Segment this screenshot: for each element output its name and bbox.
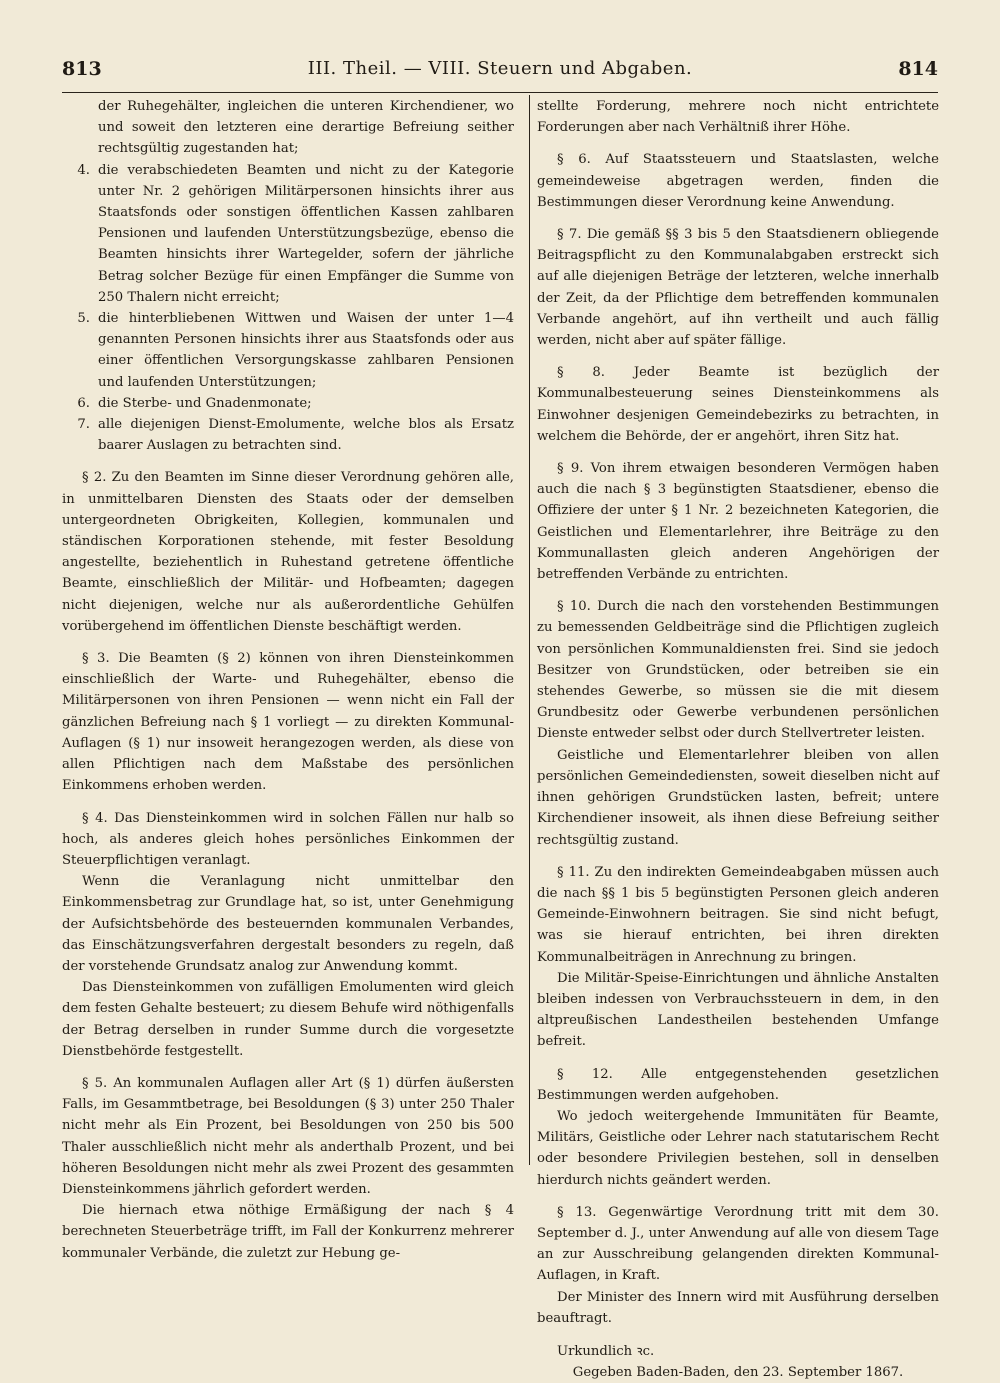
- running-title: III. Theil. — VIII. Steuern und Abgaben.: [307, 58, 693, 79]
- closing-block: [537, 1341, 939, 1383]
- section-6: § 6. Auf Staatssteuern und Staatslasten, welche gemeindeweise abgetragen werden, finden die Bestimmungen dieser Verordnung keine Anwendung.: [537, 152, 939, 210]
- list-item: [62, 414, 514, 456]
- section-13-paragraph: Der Minister des Innern wird mit Ausführung derselben beauftragt.: [537, 1289, 939, 1326]
- section-10: § 10. Durch die nach den vorstehenden Bestimmungen zu bemessenden Geldbeiträge sind die Pflichtigen zugleich von persönlichen Kommunaldiensten frei. Sind sie jedoch Besitzer von Grundstücken, oder betreiben sie ein stehendes Gewerbe, so müssen sie die mit diesem Grundbesitz oder Gewerbe verbundenen persönlichen Dienste entweder selbst oder durch Stellvertreter leisten.: [537, 599, 939, 742]
- page-number-right: 814: [898, 58, 938, 80]
- list-text: alle diejenigen Dienst-Emolumente, welche blos als Ersatz baarer Auslagen zu betrachten sind.: [98, 417, 514, 454]
- section-5-paragraph: Die hiernach etwa nöthige Ermäßigung der nach § 4 berechneten Steuerbeträge trifft, im Fall der Konkurrenz mehrerer kommunaler Verbände, die zuletzt zur Hebung ge-: [62, 1203, 514, 1261]
- section-11-paragraph: Die Militär-Speise-Einrichtungen und ähnliche Anstalten bleiben indessen von Verbrauchssteuern in dem, in den altpreußischen Landestheilen bestehenden Umfange befreit.: [537, 970, 939, 1050]
- closing-formula: Urkundlich ꝛc.: [557, 1343, 655, 1359]
- section-4-paragraph: Das Diensteinkommen von zufälligen Emolumenten wird gleich dem festen Gehalte besteuert; zu diesem Behufe wird nöthigenfalls der Betrag derselben in runder Summe durch die vorgesetzte Dienstbehörde festgestellt.: [62, 980, 514, 1059]
- header-rule: [62, 92, 938, 93]
- page-header: [62, 58, 938, 90]
- list-item: [62, 96, 514, 160]
- section-11: § 11. Zu den indirekten Gemeindeabgaben müssen auch die nach §§ 1 bis 5 begünstigten Personen gleich anderen Gemeinde-Einwohnern beitragen. Sie sind nicht befugt, was sie hierauf entrichten, bei ihren direkten Kommunalbeiträgen in Anrechnung zu bringen.: [537, 864, 939, 965]
- list-text: die verabschiedeten Beamten und nicht zu der Kategorie unter Nr. 2 gehörigen Militärpersonen hinsichts ihrer aus Staatsfonds oder sonstigen öffentlichen Kassen zahlbaren Pensionen und laufenden Unterstützungsbezüge, ebenso die Beamten hinsichts ihrer Wartegelder, sofern der jährliche Betrag solcher Bezüge für einen Empfänger die Summe von 250 Thalern nicht erreicht;: [98, 162, 514, 305]
- list-text: die Sterbe- und Gnadenmonate;: [98, 395, 312, 411]
- page-number-left: 813: [62, 58, 102, 80]
- list-item: [62, 393, 514, 414]
- section-12-paragraph: Wo jedoch weitergehende Immunitäten für Beamte, Militärs, Geistliche oder Lehrer nach statutarischem Recht oder besondere Privilegien bestehen, soll in denselben hierdurch nichts geändert werden.: [537, 1108, 939, 1188]
- column-divider: [529, 95, 530, 1165]
- left-column: [62, 96, 514, 1264]
- section-8: § 8. Jeder Beamte ist bezüglich der Kommunalbesteuerung seines Diensteinkommens als Einwohner desjenigen Gemeindebezirks zu betrachten, in welchem die Behörde, der er angehört, ihren Sitz hat.: [537, 365, 939, 444]
- section-4: § 4. Das Diensteinkommen wird in solchen Fällen nur halb so hoch, als anderes gleich hohes persönliches Einkommen der Steuerpflichtigen veranlagt.: [62, 810, 514, 868]
- list-item: [62, 160, 514, 308]
- date-line: Gegeben Baden-Baden, den 23. September 1867.: [572, 1365, 904, 1381]
- section-2: § 2. Zu den Beamten im Sinne dieser Verordnung gehören alle, in unmittelbaren Diensten des Staats oder der demselben untergeordneten Obrigkeiten, Kollegien, kommunalen und ständischen Korporationen stehende, mit fester Besoldung angestellte, beziehentlich in Ruhestand getretene öffentliche Beamte, einschließlich der Militär- und Hofbeamten; dagegen nicht diejenigen, welche nur als außerordentliche Gehülfen vorübergehend im öffentlichen Dienste beschäftigt werden.: [62, 470, 514, 634]
- right-column: [537, 96, 939, 1383]
- list-item: [62, 308, 514, 393]
- section-10-paragraph: Geistliche und Elementarlehrer bleiben von allen persönlichen Gemeindediensten, soweit dieselben nicht auf ihnen gehörigen Grundstücken lasten, befreit; untere Kirchendiener insoweit, als ihnen diese Befreiung seither rechtsgültig zustand.: [537, 747, 939, 848]
- section-12: § 12. Alle entgegenstehenden gesetzlichen Bestimmungen werden aufgehoben.: [537, 1066, 939, 1103]
- list-text: die hinterbliebenen Wittwen und Waisen der unter 1—4 genannten Personen hinsichts ihrer aus Staatsfonds oder aus einer öffentlichen Versorgungskasse zahlbaren Pensionen und laufenden Unterstützungen;: [98, 311, 514, 390]
- section-13: § 13. Gegenwärtige Verordnung tritt mit dem 30. September d. J., unter Anwendung auf alle von diesem Tage an zur Ausschreibung gelangenden direkten Kommunal-Auflagen, in Kraft.: [537, 1204, 939, 1284]
- list-number: 4.: [77, 162, 90, 178]
- section-9: § 9. Von ihrem etwaigen besonderen Vermögen haben auch die nach § 3 begünstigten Staatsdiener, ebenso die Offiziere der unter § 1 Nr. 2 bezeichneten Kategorien, die Geistlichen und Elementarlehrer, ihre Beiträge zu den Kommunallasten gleich anderen Angehörigen der betreffenden Verbände zu entrichten.: [537, 461, 939, 583]
- list-number: 6.: [77, 395, 90, 411]
- section-7: § 7. Die gemäß §§ 3 bis 5 den Staatsdienern obliegende Beitragspflicht zu den Kommunalabgaben erstreckt sich auf alle diejenigen Beträge der letzteren, welche innerhalb der Zeit, da der Pflichtige dem betreffenden kommunalen Verbande angehört, auf ihn vertheilt und auch fällig werden, nicht aber auf später fällige.: [537, 227, 939, 349]
- section-4-paragraph: Wenn die Veranlagung nicht unmittelbar den Einkommensbetrag zur Grundlage hat, so ist, unter Genehmigung der Aufsichtsbehörde des besteuernden kommunalen Verbandes, das Einschätzungsverfahren dergestalt besonders zu regeln, daß der vorstehende Grundsatz analog zur Anwendung kommt.: [62, 874, 514, 974]
- list-number: 7.: [77, 417, 90, 433]
- section-3: § 3. Die Beamten (§ 2) können von ihren Diensteinkommen einschließlich der Warte- und Ruhegehälter, ebenso die Militärpersonen von ihren Pensionen — wenn nicht ein Fall der gänzlichen Befreiung nach § 1 vorliegt — zu direkten Kommunal-Auflagen (§ 1) nur insoweit herangezogen werden, als diese von allen Pflichtigen nach dem Maßstabe des persönlichen Einkommens erhoben werden.: [62, 651, 514, 794]
- lead-in-text: der Ruhegehälter, ingleichen die unteren Kirchendiener, wo und soweit den letzteren eine derartige Befreiung seither rechtsgültig zugestanden hat;: [98, 99, 514, 157]
- continued-text: stellte Forderung, mehrere noch nicht entrichtete Forderungen aber nach Verhältniß ihrer Höhe.: [537, 99, 939, 136]
- list-number: 5.: [77, 311, 90, 327]
- section-5: § 5. An kommunalen Auflagen aller Art (§ 1) dürfen äußersten Falls, im Gesammtbetrage, bei Besoldungen (§ 3) unter 250 Thaler nicht mehr als Ein Prozent, bei Besoldungen von 250 bis 500 Thaler ausschließlich nicht mehr als anderthalb Prozent, und bei höheren Besoldungen nicht mehr als zwei Prozent des gesammten Diensteinkommens jährlich gefordert werden.: [62, 1075, 514, 1197]
